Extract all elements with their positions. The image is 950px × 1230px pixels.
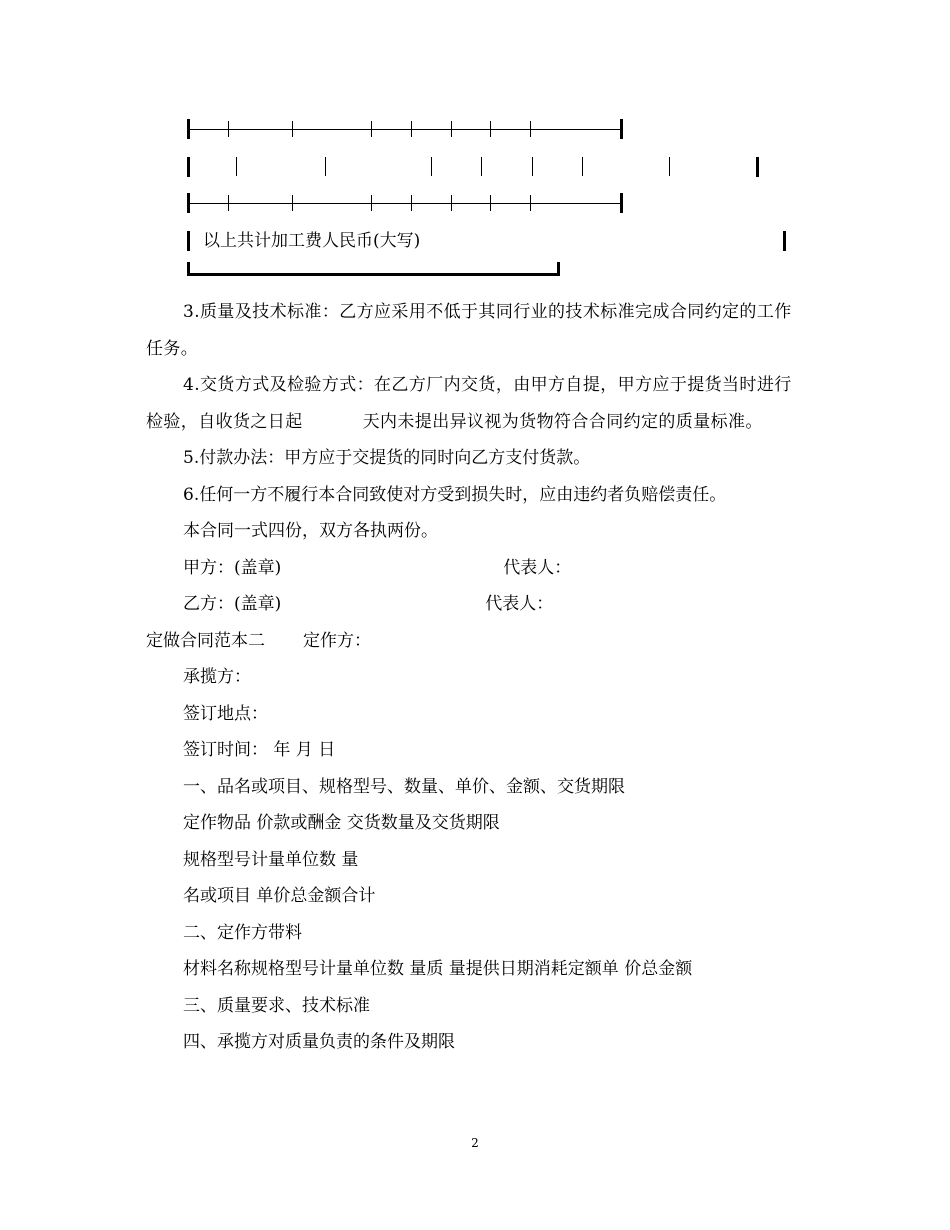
liability-clause: 6.任何一方不履行本合同致使对方受到损失时，应由违约者负赔偿责任。 [183,484,727,505]
table-cell-divider [481,157,482,176]
copies-clause: 本合同一式四份，双方各执两份。 [183,521,438,541]
contractor-label: 承揽方： [183,667,251,687]
materials-header-line: 材料名称规格型号计量单位数 量质 量提供日期消耗定额单 价总金额 [183,959,693,979]
contract-body [146,294,806,1061]
party-a-representative-label: 代表人： [503,557,572,578]
table-cell-divider [371,195,372,211]
table-border [783,231,786,251]
table-border [187,231,190,251]
template-two-line [146,623,806,660]
party-b-representative-label: 代表人： [485,594,554,614]
table-cell-divider [669,157,670,176]
page-number: 2 [471,1136,479,1150]
table-cell-divider [582,157,583,176]
section-one-heading: 一、品名或项目、规格型号、数量、单价、金额、交货期限 [183,776,625,797]
delivery-clause-part1: 4.交货方式及检验方式：在乙方厂内交货，由甲方自提，甲方应于提货当时进行检验，自收货之日起 [146,375,792,432]
delivery-clause [146,367,806,440]
table-border [187,193,190,213]
table-header-line: 定作物品 价款或酬金 交货数量及交货期限 [183,813,500,833]
table-fragment [0,0,950,290]
table-cell-divider [411,121,412,137]
table-rule [189,203,623,204]
payment-clause: 5.付款办法：甲方应于交提货的同时向乙方支付货款。 [183,448,591,468]
table-cell-divider [236,157,237,176]
table-border [620,193,623,213]
table-border [756,157,759,177]
table-cell-divider [371,121,372,137]
template-two-title: 定做合同范本二 [146,630,265,651]
table-cell-divider [228,121,229,137]
table-cell-divider [431,157,432,176]
table-cell-divider [451,195,452,211]
section-two-heading: 二、定作方带料 [183,922,302,943]
ordering-party-label: 定作方： [303,630,371,651]
signing-time-label: 签订时间： 年 月 日 [183,740,336,760]
table-border [187,157,190,177]
table-cell-divider [490,121,491,137]
party-b-line [146,586,806,623]
table-border [187,119,190,139]
table-bottom-rule [187,273,560,276]
table-cell-divider [292,195,293,211]
delivery-clause-part2: 天内未提出异议视为货物符合合同约定的质量标准。 [362,411,763,432]
table-border [620,119,623,139]
table-header-line: 名或项目 单价总金额合计 [183,886,376,906]
table-cell-divider [325,157,326,176]
table-header-line: 规格型号计量单位数 量 [183,849,359,870]
total-fee-label: 以上共计加工费人民币(大写) [203,231,421,251]
section-three-heading: 三、质量要求、技术标准 [183,995,370,1016]
table-cell-divider [451,121,452,137]
party-b-label: 乙方：(盖章) [183,594,282,614]
signing-place-label: 签订地点： [183,703,268,724]
party-a-label: 甲方：(盖章) [183,557,282,578]
table-cell-divider [228,195,229,211]
table-border [557,262,560,276]
table-cell-divider [530,195,531,211]
party-a-line [146,550,806,587]
table-cell-divider [292,121,293,137]
section-four-heading: 四、承揽方对质量负责的条件及期限 [183,1032,455,1052]
table-cell-divider [411,195,412,211]
table-rule [189,129,623,130]
table-cell-divider [490,195,491,211]
table-cell-divider [532,157,533,176]
quality-standard-clause: 3.质量及技术标准：乙方应采用不低于其同行业的技术标准完成合同约定的工作任务。 [146,302,792,359]
table-cell-divider [530,121,531,137]
